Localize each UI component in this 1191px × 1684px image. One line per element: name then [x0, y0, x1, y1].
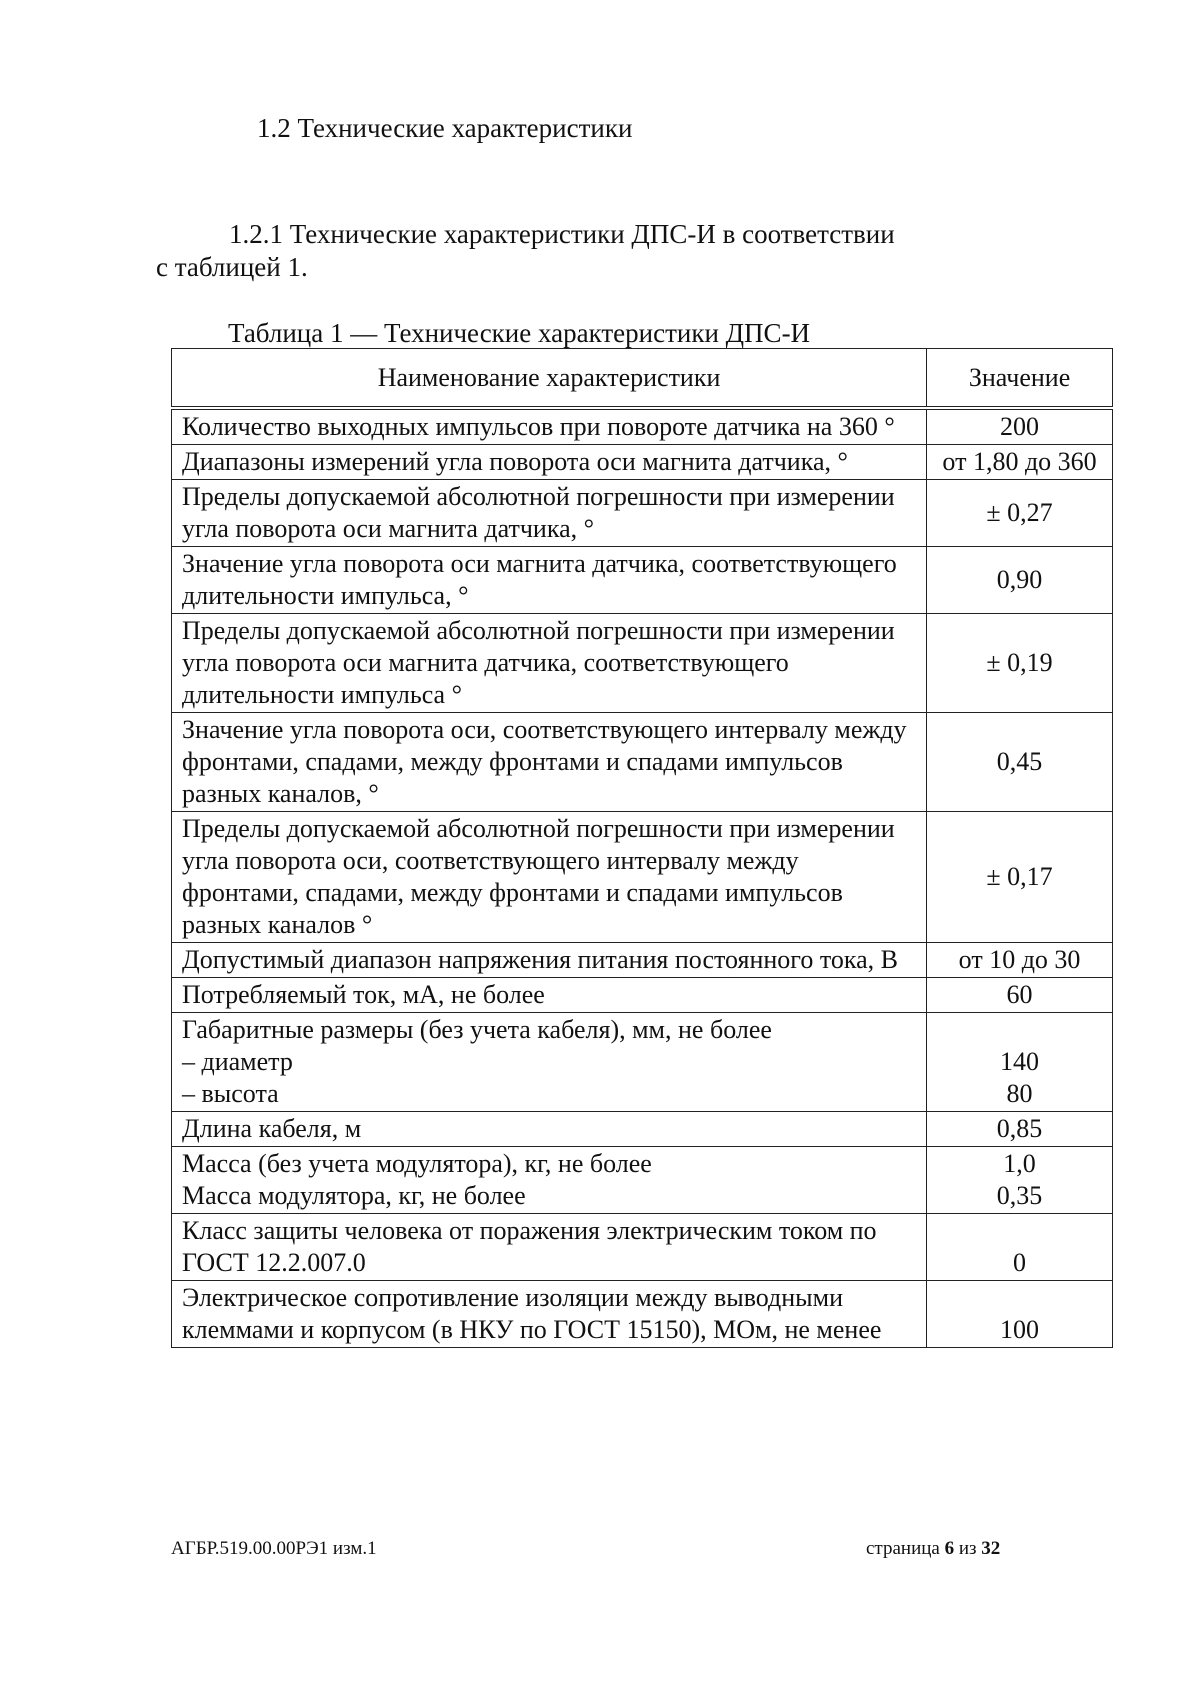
row-value-diameter: 140: [1000, 1047, 1040, 1076]
intro-paragraph-line-2: с таблицей 1.: [156, 252, 308, 282]
table-row: [172, 1147, 1113, 1214]
footer-page-number: 6: [944, 1538, 955, 1559]
table-row: [172, 943, 1113, 978]
row-value: 0,45: [927, 713, 1113, 812]
row-value: от 10 до 30: [927, 943, 1113, 978]
row-value: ± 0,17: [927, 812, 1113, 943]
row-value-mass: 1,0: [1003, 1149, 1036, 1178]
row-value: 200: [927, 408, 1113, 445]
footer-of-word: из: [958, 1538, 977, 1559]
row-name: Пределы допускаемой абсолютной погрешности при измерении угла поворота оси магнита датчика, соответствующего длительности импульса °: [172, 614, 927, 713]
row-value: 60: [927, 978, 1113, 1013]
row-name-sub-height: – высота: [182, 1079, 279, 1108]
row-name: Допустимый диапазон напряжения питания постоянного тока, В: [172, 943, 927, 978]
row-value: [927, 1147, 1113, 1214]
table-row: [172, 1013, 1113, 1112]
row-name: Длина кабеля, м: [172, 1112, 927, 1147]
row-name: [172, 1147, 927, 1214]
row-name-main: Габаритные размеры (без учета кабеля), мм, не более: [182, 1015, 772, 1044]
table-row: [172, 614, 1113, 713]
table-row: [172, 445, 1113, 480]
table-header-row: [172, 349, 1113, 409]
row-value: 0: [927, 1214, 1113, 1281]
table-row: [172, 978, 1113, 1013]
row-value-modulator-mass: 0,35: [996, 1181, 1043, 1210]
section-title: 1.2 Технические характеристики: [257, 113, 633, 143]
intro-paragraph: [156, 218, 976, 284]
row-name: Потребляемый ток, мА, не более: [172, 978, 927, 1013]
row-value-height: 80: [1006, 1079, 1033, 1108]
row-value: [927, 1013, 1113, 1112]
row-value: ± 0,19: [927, 614, 1113, 713]
row-value: 0,90: [927, 547, 1113, 614]
row-name: [172, 1013, 927, 1112]
row-name-mass: Масса (без учета модулятора), кг, не более: [182, 1149, 652, 1178]
specifications-table: [171, 348, 1113, 1348]
row-name: Количество выходных импульсов при повороте датчика на 360 °: [172, 408, 927, 445]
row-value: ± 0,27: [927, 480, 1113, 547]
table-row: [172, 408, 1113, 445]
row-name-modulator-mass: Масса модулятора, кг, не более: [182, 1181, 526, 1210]
table-row: [172, 1281, 1113, 1348]
intro-paragraph-line-1: 1.2.1 Технические характеристики ДПС-И в соответствии: [229, 219, 895, 249]
table-row: [172, 1214, 1113, 1281]
table-caption: Таблица 1 — Технические характеристики ДПС-И: [228, 318, 811, 348]
row-name: Пределы допускаемой абсолютной погрешности при измерении угла поворота оси, соответствующего интервалу между фронтами, спадами, между фронтами и спадами импульсов разных каналов °: [172, 812, 927, 943]
table-row: [172, 812, 1113, 943]
header-value: Значение: [927, 349, 1113, 409]
footer-page-total: 32: [981, 1538, 1001, 1559]
row-name: Значение угла поворота оси, соответствующего интервалу между фронтами, спадами, между фронтами и спадами импульсов разных каналов, °: [172, 713, 927, 812]
row-name: Пределы допускаемой абсолютной погрешности при измерении угла поворота оси магнита датчика, °: [172, 480, 927, 547]
footer-page-word: страница: [866, 1538, 940, 1559]
footer-page-indicator: [866, 1537, 1000, 1561]
row-value: 0,85: [927, 1112, 1113, 1147]
footer-doc-code: АГБР.519.00.00РЭ1 изм.1: [171, 1538, 377, 1559]
table-row: [172, 547, 1113, 614]
table-row: [172, 480, 1113, 547]
row-name-sub-diameter: – диаметр: [182, 1047, 293, 1076]
table-row: [172, 1112, 1113, 1147]
row-value: 100: [927, 1281, 1113, 1348]
table-row: [172, 713, 1113, 812]
row-name: Диапазоны измерений угла поворота оси магнита датчика, °: [172, 445, 927, 480]
row-value: от 1,80 до 360: [927, 445, 1113, 480]
row-name: Электрическое сопротивление изоляции между выводными клеммами и корпусом (в НКУ по ГОСТ 15150), МОм, не менее: [172, 1281, 927, 1348]
row-name: Значение угла поворота оси магнита датчика, соответствующего длительности импульса, °: [172, 547, 927, 614]
row-name: Класс защиты человека от поражения электрическим током по ГОСТ 12.2.007.0: [172, 1214, 927, 1281]
header-name: Наименование характеристики: [172, 349, 927, 409]
